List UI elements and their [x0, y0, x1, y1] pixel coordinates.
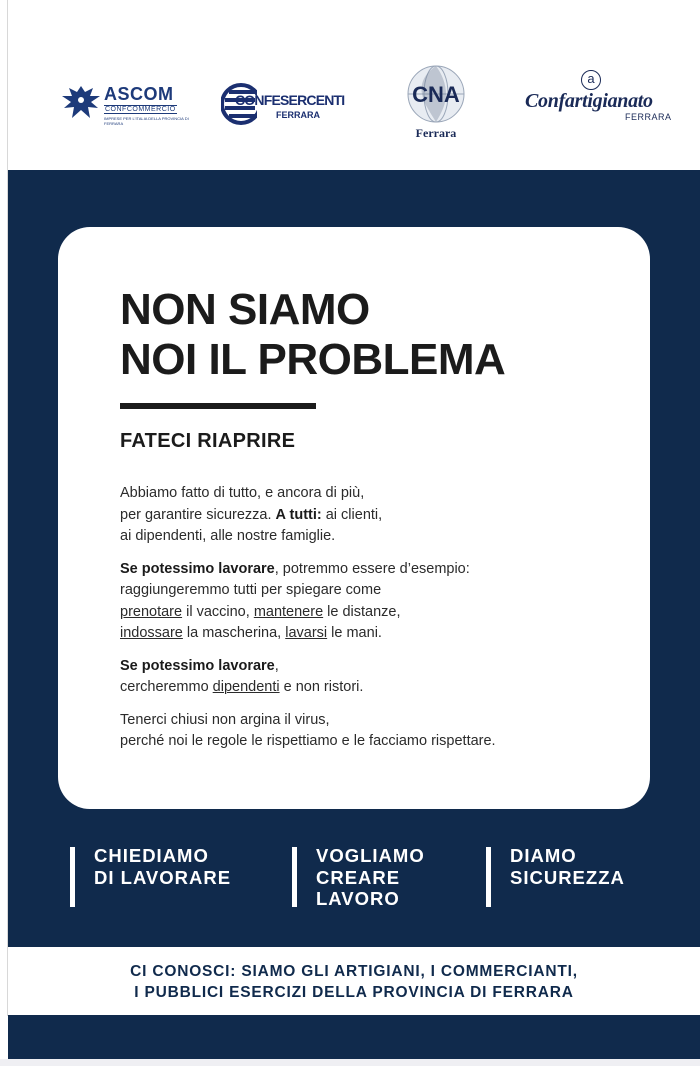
p1-line-1: Abbiamo fatto di tutto, e ancora di più,: [120, 485, 365, 501]
p1-text: per garantire sicurezza.: [120, 506, 276, 523]
confesercenti-logo: [221, 80, 346, 128]
ascom-sub-small: IMPRESE PER L'ITALIA DELLA PROVINCIA DI FERRARA: [104, 116, 189, 126]
confartigianato-name: Confartigianato: [525, 90, 653, 112]
confesercenti-city: FERRARA: [276, 110, 320, 120]
p2-line-2: raggiungeremmo tutti per spiegare come: [120, 582, 382, 598]
bottom-strip: [0, 1059, 700, 1066]
paragraph-1: [120, 483, 620, 548]
slogan-line: VOGLIAMO: [316, 845, 425, 866]
underlined-word: lavarsi: [285, 625, 328, 641]
underlined-word: prenotare: [120, 603, 183, 620]
p3-line-1: [120, 656, 620, 678]
cna-city: Ferrara: [415, 126, 457, 140]
headline-rule: [120, 403, 316, 409]
at-symbol-icon: a: [581, 70, 601, 90]
cna-name: CNA: [412, 82, 460, 107]
p2-text: , potremmo essere d’esempio:: [274, 560, 470, 577]
body-text: [120, 483, 620, 764]
ascom-sub: CONFCOMMERCIO: [105, 106, 176, 113]
slogan-line: CHIEDIAMO: [94, 845, 209, 866]
footer-line-1: CI CONOSCI: SIAMO GLI ARTIGIANI, I COMMERCIANTI,: [130, 963, 578, 980]
underlined-word: mantenere: [253, 603, 324, 620]
footer-line-2: I PUBBLICI ESERCIZI DELLA PROVINCIA DI FERRARA: [134, 984, 574, 1001]
p2-bold: Se potessimo lavorare: [120, 560, 275, 577]
slogan-line: DIAMO: [510, 845, 577, 866]
slogan-text: [316, 845, 425, 910]
p4-line-1: Tenerci chiusi non argina il virus,: [120, 711, 330, 728]
page-edge: [0, 0, 8, 1016]
ascom-name: ASCOM: [104, 84, 174, 104]
p3-bold: Se potessimo lavorare: [120, 657, 275, 674]
slogan-line: LAVORO: [316, 888, 400, 909]
p2-line-4: [120, 623, 620, 645]
slogan-text: [94, 845, 231, 888]
confartigianato-city: FERRARA: [625, 112, 672, 122]
footer: [8, 947, 700, 1015]
cna-logo: [401, 64, 471, 142]
p1-bold: A tutti:: [275, 506, 322, 523]
paragraph-3: [120, 656, 620, 699]
p2-text: le distanze,: [323, 603, 401, 620]
headline-line-1: NON SIAMO: [120, 285, 370, 334]
slogan-line: DI LAVORARE: [94, 866, 232, 888]
message-card: [58, 227, 650, 809]
underlined-word: indossare: [120, 625, 183, 641]
confartigianato-logo: [525, 70, 672, 130]
slogan-line: CREARE: [316, 866, 401, 888]
p1-text: ai clienti,: [321, 506, 383, 523]
p4-line-2: perché noi le regole le rispettiamo e le facciamo rispettare.: [120, 733, 496, 749]
eagle-icon: [60, 82, 102, 124]
slogan-line: SICUREZZA: [510, 866, 625, 888]
p1-line-3: ai dipendenti, alle nostre famiglie.: [120, 528, 336, 544]
underlined-word: dipendenti: [212, 679, 280, 695]
p2-text: il vaccino,: [182, 603, 254, 620]
p2-line-3: [120, 602, 620, 624]
p3-text: e non ristori.: [279, 679, 364, 695]
ascom-logo: [60, 82, 200, 128]
p1-line-2: [120, 505, 620, 527]
slogan-text: [510, 845, 625, 888]
p2-text: le mani.: [327, 625, 382, 641]
p3-text: ,: [274, 657, 279, 674]
p2-line-1: [120, 559, 620, 581]
p3-text: cercheremmo: [120, 679, 213, 695]
logo-strip: [8, 0, 700, 170]
slogan-bar: [292, 847, 297, 907]
bottom-navy-band: [8, 1015, 700, 1059]
slogan-bar: [486, 847, 491, 907]
paragraph-2: [120, 559, 620, 645]
subhead: FATECI RIAPRIRE: [120, 430, 296, 452]
p2-text: la mascherina,: [182, 625, 286, 641]
paragraph-4: [120, 710, 620, 753]
p3-line-2: [120, 677, 620, 699]
slogan-bar: [70, 847, 75, 907]
headline: [120, 285, 505, 385]
confesercenti-name: CONFESERCENTI: [235, 92, 345, 108]
headline-line-2: NOI IL PROBLEMA: [120, 335, 506, 384]
